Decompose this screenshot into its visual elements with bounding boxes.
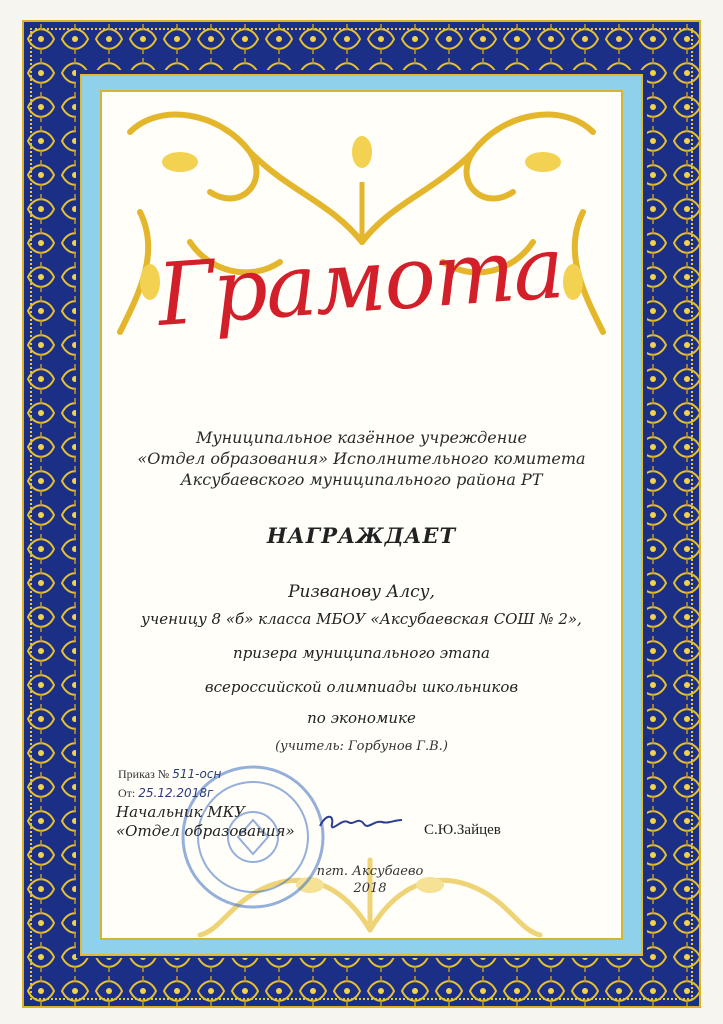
date-label: От: bbox=[118, 786, 136, 800]
student-class-line: ученицу 8 «б» класса МБОУ «Аксубаевская СОШ № 2», bbox=[141, 610, 582, 628]
year: 2018 bbox=[353, 881, 387, 896]
organization-line: «Отдел образования» Исполнительного комитета bbox=[137, 449, 586, 468]
awards-heading: НАГРАЖДАЕТ bbox=[266, 523, 457, 548]
organization-line: Аксубаевского муниципального района РТ bbox=[180, 470, 543, 489]
order-label: Приказ № bbox=[118, 767, 170, 781]
organization-block bbox=[110, 427, 613, 490]
organization-line: Муниципальное казённое учреждение bbox=[195, 428, 528, 447]
head-department-line: «Отдел образования» bbox=[116, 822, 295, 840]
order-number: 511-осн bbox=[172, 767, 222, 781]
head-title-line: Начальник МКУ bbox=[116, 803, 246, 821]
order-date: 25.12.2018г bbox=[138, 786, 214, 800]
recipient-name: Ризванову Алсу, bbox=[288, 582, 435, 602]
teacher-line: (учитель: Горбунов Г.В.) bbox=[275, 739, 448, 754]
order-date-line bbox=[118, 786, 213, 801]
signer-name: С.Ю.Зайцев bbox=[424, 822, 501, 838]
award-reason-line: призера муниципального этапа bbox=[233, 644, 490, 662]
subject-line: по экономике bbox=[307, 709, 416, 727]
order-number-line bbox=[118, 767, 221, 782]
handwritten-signature bbox=[316, 808, 406, 838]
certificate-title: Грамота bbox=[154, 217, 566, 347]
place-name: пгт. Аксубаево bbox=[316, 864, 424, 879]
place-and-year bbox=[300, 863, 440, 897]
olympiad-line: всероссийской олимпиады школьников bbox=[204, 678, 519, 696]
